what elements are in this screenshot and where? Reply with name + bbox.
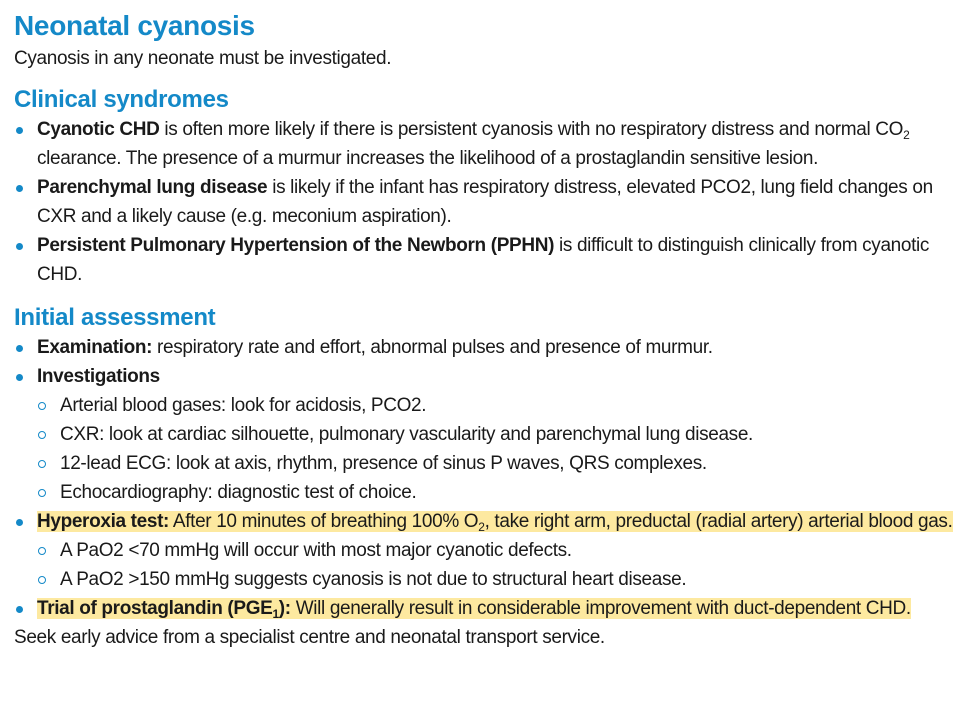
sublist-item-text: A PaO2 >150 mmHg suggests cyanosis is not due to structural heart disease. — [60, 569, 687, 590]
section-heading-initial-assessment: Initial assessment — [14, 304, 216, 331]
list-item-pphn — [14, 231, 959, 289]
bullet-icon — [16, 606, 23, 613]
subscript: 2 — [478, 520, 485, 534]
term-investigations: Investigations — [37, 366, 160, 387]
sublist-item-text: Echocardiography: diagnostic test of choice. — [60, 482, 417, 503]
bullet-icon — [16, 185, 23, 192]
item-text-continued: clearance. The presence of a murmur increases the likelihood of a prostaglandin sensitive lesion. — [37, 148, 819, 169]
item-text: is often more likely if there is persistent cyanosis with no respiratory distress and normal CO — [159, 119, 904, 140]
term-prostaglandin-close: ): — [278, 598, 291, 619]
item-text: Will generally result in considerable improvement with duct-dependent CHD. — [290, 598, 911, 619]
term-hyperoxia-test: Hyperoxia test: — [37, 511, 170, 532]
term-prostaglandin-trial: Trial of prostaglandin (PGE — [37, 598, 273, 619]
page-title: Neonatal cyanosis — [14, 10, 255, 41]
sublist-item — [37, 449, 959, 478]
bullet-icon — [16, 243, 23, 250]
item-text: is likely if the infant has respiratory distress, elevated PCO2, lung field changes on CXR and a likely cause (e.g. meconium aspiration). — [37, 177, 933, 227]
bullet-icon — [16, 519, 23, 526]
item-text-continued: , take right arm, preductal (radial artery) arterial blood gas. — [484, 511, 953, 532]
ring-bullet-icon — [38, 576, 46, 584]
sublist-item — [37, 478, 959, 507]
bullet-icon — [16, 127, 23, 134]
list-item-examination — [14, 333, 959, 362]
initial-assessment-list — [14, 333, 959, 623]
list-item-prostaglandin-trial — [14, 594, 959, 623]
ring-bullet-icon — [38, 402, 46, 410]
item-text: is difficult to distinguish clinically from cyanotic CHD. — [37, 235, 930, 285]
investigations-sublist — [37, 391, 959, 507]
bullet-icon — [16, 345, 23, 352]
intro-text: Cyanosis in any neonate must be investigated. — [14, 48, 392, 69]
item-text: respiratory rate and effort, abnormal pulses and presence of murmur. — [152, 337, 713, 358]
closing-text: Seek early advice from a specialist centre and neonatal transport service. — [14, 627, 605, 648]
clinical-syndromes-list — [14, 115, 959, 289]
list-item-parenchymal-lung-disease — [14, 173, 959, 231]
highlighted-text — [37, 511, 953, 532]
item-text: After 10 minutes of breathing 100% O — [169, 511, 479, 532]
sublist-item — [37, 536, 959, 565]
term-pphn: Persistent Pulmonary Hypertension of the Newborn (PPHN) — [37, 235, 555, 256]
ring-bullet-icon — [38, 489, 46, 497]
list-item-hyperoxia-test — [14, 507, 959, 594]
sublist-item — [37, 391, 959, 420]
subscript: 2 — [903, 128, 910, 142]
hyperoxia-sublist — [37, 536, 959, 594]
section-heading-clinical-syndromes: Clinical syndromes — [14, 86, 229, 113]
sublist-item-text: CXR: look at cardiac silhouette, pulmonary vascularity and parenchymal lung disease. — [60, 424, 753, 445]
sublist-item — [37, 420, 959, 449]
term-cyanotic-chd: Cyanotic CHD — [37, 119, 160, 140]
sublist-item — [37, 565, 959, 594]
highlighted-text — [37, 598, 911, 619]
list-item-investigations — [14, 362, 959, 507]
sublist-item-text: A PaO2 <70 mmHg will occur with most major cyanotic defects. — [60, 540, 572, 561]
list-item-cyanotic-chd — [14, 115, 959, 173]
term-examination: Examination: — [37, 337, 153, 358]
bullet-icon — [16, 374, 23, 381]
term-parenchymal-lung-disease: Parenchymal lung disease — [37, 177, 268, 198]
subscript: 1 — [272, 607, 279, 621]
ring-bullet-icon — [38, 431, 46, 439]
ring-bullet-icon — [38, 547, 46, 555]
sublist-item-text: 12-lead ECG: look at axis, rhythm, presence of sinus P waves, QRS complexes. — [60, 453, 707, 474]
sublist-item-text: Arterial blood gases: look for acidosis, PCO2. — [60, 395, 427, 416]
ring-bullet-icon — [38, 460, 46, 468]
